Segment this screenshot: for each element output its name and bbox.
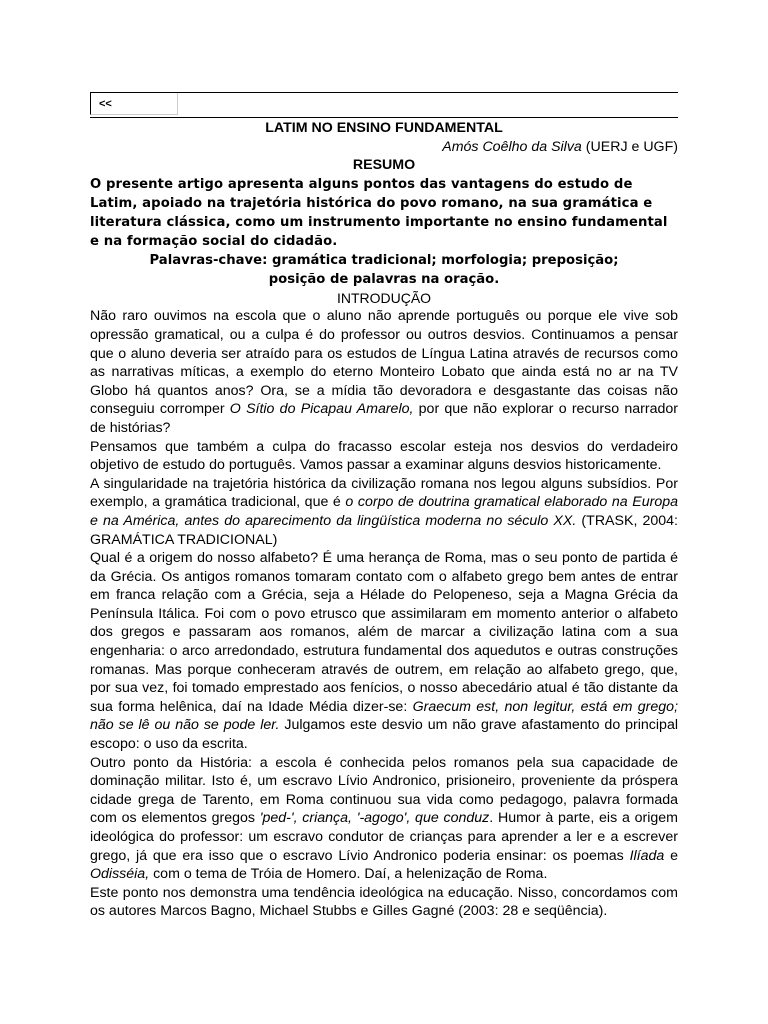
paragraph-3: A singularidade na trajetória histórica da civilização romana nos legou alguns subsídios. Por exemplo, a gramática tradicional, que é o corpo de doutrina gramatical elaborado na Europa e na América, antes do aparecimento da lingüística moderna no século XX. (TRASK, 2004: GRAMÁTICA TRADICIONAL)	[90, 475, 679, 548]
paragraph-5: Outro ponto da História: a escola é conhecida pelos romanos pela sua capacidade de dominação militar. Isto é, um escravo Lívio Andronico, prisioneiro, proveniente da próspera cidade grega de Tarento, em Roma continuou sua vida como pedagogo, palavra formada com os elementos gregos 'ped-', criança, '-agogo', que conduz. Humor à parte, eis a origem ideológica do professor: um escravo condutor de crianças para aprender a ler e a escrever grego, já que era isso que o escravo Lívio Andronico poderia ensinar: os poemas Ilíada e Odisséia, com o tema de Tróia de Homero. Daí, a helenização de Roma.	[90, 754, 678, 883]
keywords-line-2: posição de palavras na oração.	[268, 271, 500, 287]
abstract-text: O presente artigo apresenta alguns pontos das vantagens do estudo de Latim, apoiado na trajetória histórica do povo romano, na sua gramática e literatura clássica, como um instrumento importante no ensino fundamental e na formação social do cidadão.	[90, 176, 668, 249]
author-line	[90, 138, 678, 157]
document-page	[90, 92, 678, 921]
paragraph-2: Pensamos que também a culpa do fracasso escolar esteja nos desvios do verdadeiro objetivo de estudo do português. Vamos passar a examinar alguns desvios historicamente.	[90, 438, 678, 474]
author-name: Amós Coêlho da Silva	[442, 138, 582, 155]
introduction-heading: INTRODUÇÃO	[336, 289, 432, 306]
document-title: LATIM NO ENSINO FUNDAMENTAL	[265, 120, 503, 136]
abstract-heading: RESUMO	[352, 157, 416, 174]
back-button[interactable]: <<	[90, 93, 178, 115]
keywords-line-1: Palavras-chave: gramática tradicional; morfologia; preposição;	[149, 252, 619, 268]
paragraph-6: Este ponto nos demonstra uma tendência ideológica na educação. Nisso, concordamos com os autores Marcos Bagno, Michael Stubbs e Gilles Gagné (2003: 28 e seqüência).	[90, 884, 678, 920]
paragraph-4: Qual é a origem do nosso alfabeto? É uma herança de Roma, mas o seu ponto de partida é da Grécia. Os antigos romanos tomaram contato com o alfabeto grego bem antes de entrar em franca relação com a Grécia, seja a Hélade do Pelopeneso, seja a Magna Grécia da Península Itálica. Foi com o povo etrusco que assimilaram em momento anterior o alfabeto dos gregos e passaram aos romanos, além de marcar a civilização latina com a sua engenharia: o arco arredondado, estrutura fundamental dos aquedutos e outras construções romanas. Mas porque conheceram através de outrem, em relação ao alfabeto grego, que, por sua vez, foi tomado emprestado aos fenícios, o nosso abecedário atual é tão distante da sua forma helênica, daí na Idade Média dizer-se: Graecum est, non legitur, está em grego; não se lê ou não se pode ler. Julgamos este desvio um não grave afastamento do principal escopo: o uso da escrita.	[90, 550, 679, 753]
author-affiliation: (UERJ e UGF)	[581, 138, 678, 155]
paragraph-1: Não raro ouvimos na escola que o aluno não aprende português ou porque ele vive sob opressão gramatical, ou a culpa é do professor ou outros desvios. Continuamos a pensar que o aluno deveria ser atraído para os estudos de Língua Latina através de recursos como as narrativas míticas, a exemplo do eterno Monteiro Lobato que ainda está no ar na TV Globo há quantos anos? Ora, se a mídia tão devoradora e desgastante das coisas não conseguiu corromper O Sítio do Picapau Amarelo, por que não explorar o recurso narrador de histórias?	[90, 308, 678, 436]
navigation-bar	[90, 92, 678, 118]
